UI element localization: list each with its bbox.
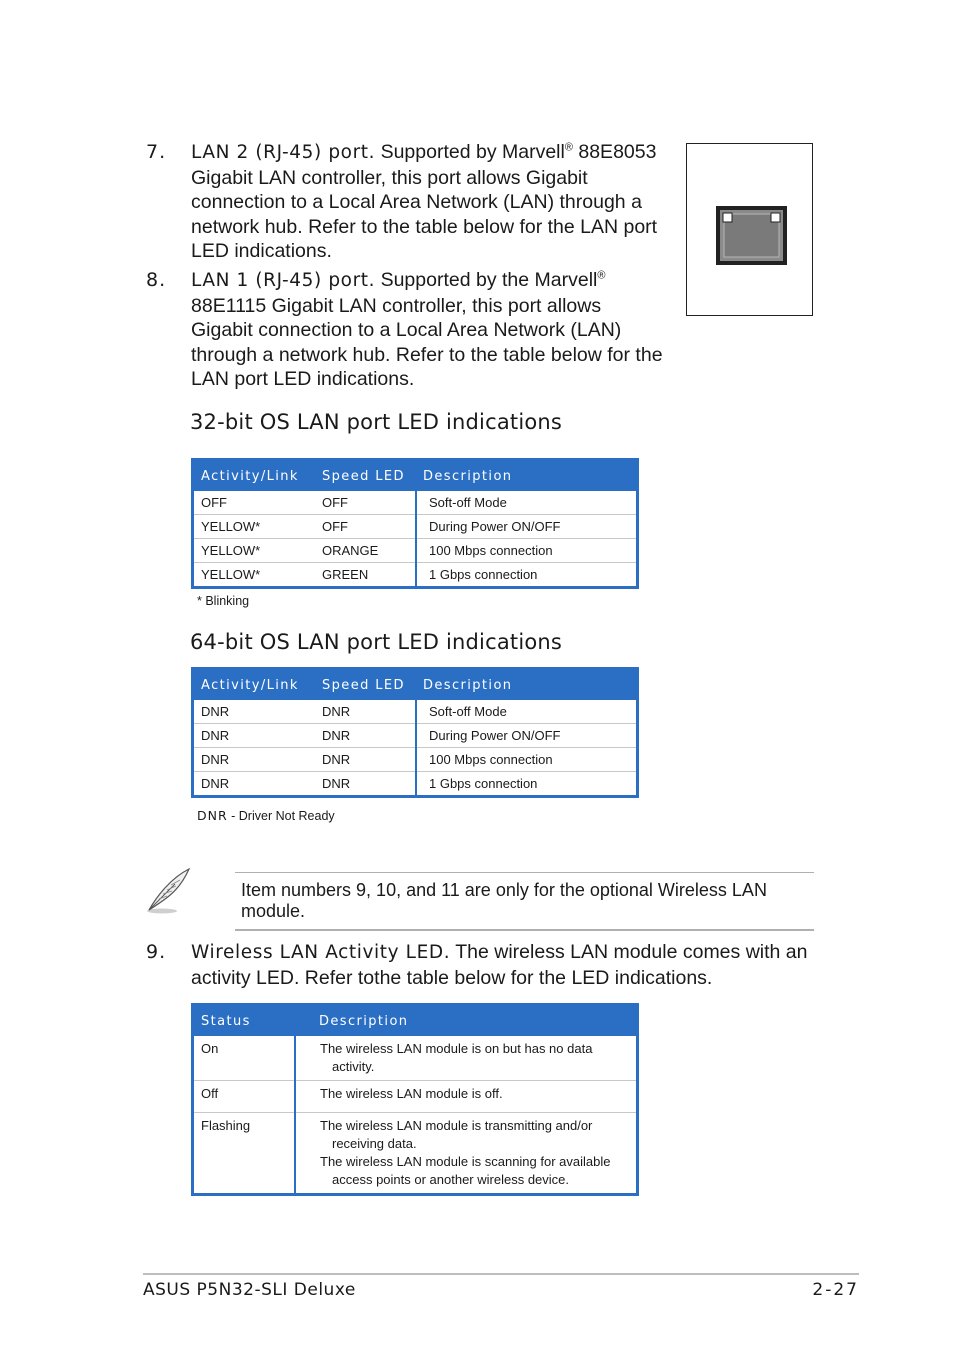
table-row xyxy=(193,491,638,515)
registered-mark: ® xyxy=(597,269,606,282)
table-cell: 100 Mbps connection xyxy=(416,748,638,772)
status-cell: Off xyxy=(193,1081,296,1113)
table-row xyxy=(193,1036,638,1081)
section-heading-32bit: 32-bit OS LAN port LED indications xyxy=(190,410,563,434)
table-cell: OFF xyxy=(315,491,416,515)
description-line: The wireless LAN module is scanning for available access points or another wireless device. xyxy=(320,1154,611,1187)
rj45-port-icon xyxy=(687,144,812,315)
table-cell: OFF xyxy=(193,491,316,515)
column-header: Speed LED xyxy=(315,669,416,701)
table-cell: 100 Mbps connection xyxy=(416,539,638,563)
section-heading-64bit: 64-bit OS LAN port LED indications xyxy=(190,630,563,654)
wireless-led-table xyxy=(191,1003,639,1196)
led-table-64bit xyxy=(191,667,639,798)
description-cell xyxy=(295,1081,638,1113)
item-lead: Wireless LAN Activity LED. xyxy=(191,942,451,963)
item-text: The wireless LAN module comes with an activity LED. Refer tothe table below for the LED indications. xyxy=(191,941,808,989)
item-9 xyxy=(146,940,816,990)
table-row xyxy=(193,563,638,588)
status-cell: Flashing xyxy=(193,1113,296,1195)
column-header: Speed LED xyxy=(315,460,416,492)
table-footnote xyxy=(197,808,335,823)
table-cell: YELLOW* xyxy=(193,515,316,539)
table-row xyxy=(193,1113,638,1195)
table-cell: YELLOW* xyxy=(193,539,316,563)
led-table-32bit xyxy=(191,458,639,589)
item-text: Supported by the Marvell xyxy=(375,269,598,291)
table-cell: DNR xyxy=(193,748,316,772)
item-text-cont: 88E1115 Gigabit LAN controller, this port allows Gigabit connection to a Local Area Network (LAN) through a network hub. Refer to the table below for the LAN port LED indications. xyxy=(191,294,663,390)
item-8 xyxy=(146,268,666,392)
column-header: Activity/Link xyxy=(193,669,316,701)
table-cell: DNR xyxy=(193,700,316,724)
column-header: Status xyxy=(193,1005,296,1037)
description-line: The wireless LAN module is on but has no data activity. xyxy=(320,1041,593,1074)
table-row xyxy=(193,1081,638,1113)
table-cell: DNR xyxy=(201,776,230,791)
table-cell: YELLOW* xyxy=(201,567,261,582)
table-footnote: * Blinking xyxy=(197,594,250,608)
table-cell: DNR xyxy=(193,724,316,748)
item-text: Supported by Marvell xyxy=(375,141,565,163)
table-cell: DNR xyxy=(315,748,416,772)
table-row xyxy=(193,700,638,724)
table-row xyxy=(193,724,638,748)
table-row xyxy=(193,748,638,772)
table-cell: OFF xyxy=(315,515,416,539)
table-header-row xyxy=(193,1005,638,1037)
description-line: The wireless LAN module is transmitting and/or receiving data. xyxy=(320,1118,593,1151)
note-top-rule xyxy=(235,872,814,873)
footnote-key: DNR xyxy=(197,808,228,823)
table-cell: DNR xyxy=(315,772,416,797)
item-number: 9. xyxy=(146,941,167,963)
column-header: Activity/Link xyxy=(193,460,316,492)
item-number: 7. xyxy=(146,141,167,163)
item-7 xyxy=(146,140,666,264)
table-cell: 1 Gbps connection xyxy=(429,567,538,582)
note-text: Item numbers 9, 10, and 11 are only for the optional Wireless LAN module. xyxy=(241,880,767,921)
table-cell: During Power ON/OFF xyxy=(416,724,638,748)
table-cell: Soft-off Mode xyxy=(416,700,638,724)
table-cell: Soft-off Mode xyxy=(416,491,638,515)
table-cell: DNR xyxy=(315,724,416,748)
item-lead: LAN 1 (RJ-45) port. xyxy=(191,270,376,291)
table-cell: ORANGE xyxy=(315,539,416,563)
table-cell: 1 Gbps connection xyxy=(429,776,538,791)
column-header: Description xyxy=(295,1005,638,1037)
table-cell: DNR xyxy=(315,700,416,724)
registered-mark: ® xyxy=(564,141,573,154)
status-cell: On xyxy=(193,1036,296,1081)
item-number: 8. xyxy=(146,269,167,291)
description-cell xyxy=(295,1036,638,1081)
table-cell: During Power ON/OFF xyxy=(416,515,638,539)
lan-port-illustration xyxy=(686,143,813,316)
footer-rule xyxy=(143,1273,859,1275)
item-text-cont: 88E8053 Gigabit LAN controller, this port allows Gigabit connection to a Local Area Network (LAN) through a network hub. Refer to the table below for the LAN port LED indications. xyxy=(191,141,658,262)
table-row xyxy=(193,515,638,539)
table-header-row xyxy=(193,460,638,492)
footnote-text: - Driver Not Ready xyxy=(227,809,335,823)
table-row xyxy=(193,772,638,797)
column-header: Description xyxy=(416,669,638,701)
table-cell: GREEN xyxy=(315,563,416,588)
table-header-row xyxy=(193,669,638,701)
note-bottom-rule xyxy=(235,929,814,931)
description-cell xyxy=(295,1113,638,1195)
footer-page-number: 2-27 xyxy=(812,1280,859,1300)
item-lead: LAN 2 (RJ-45) port. xyxy=(191,142,376,163)
footer-product: ASUS P5N32-SLI Deluxe xyxy=(143,1280,356,1300)
description-line: The wireless LAN module is off. xyxy=(320,1086,503,1101)
table-row xyxy=(193,539,638,563)
column-header: Description xyxy=(416,460,638,492)
quill-pen-icon xyxy=(145,866,193,916)
